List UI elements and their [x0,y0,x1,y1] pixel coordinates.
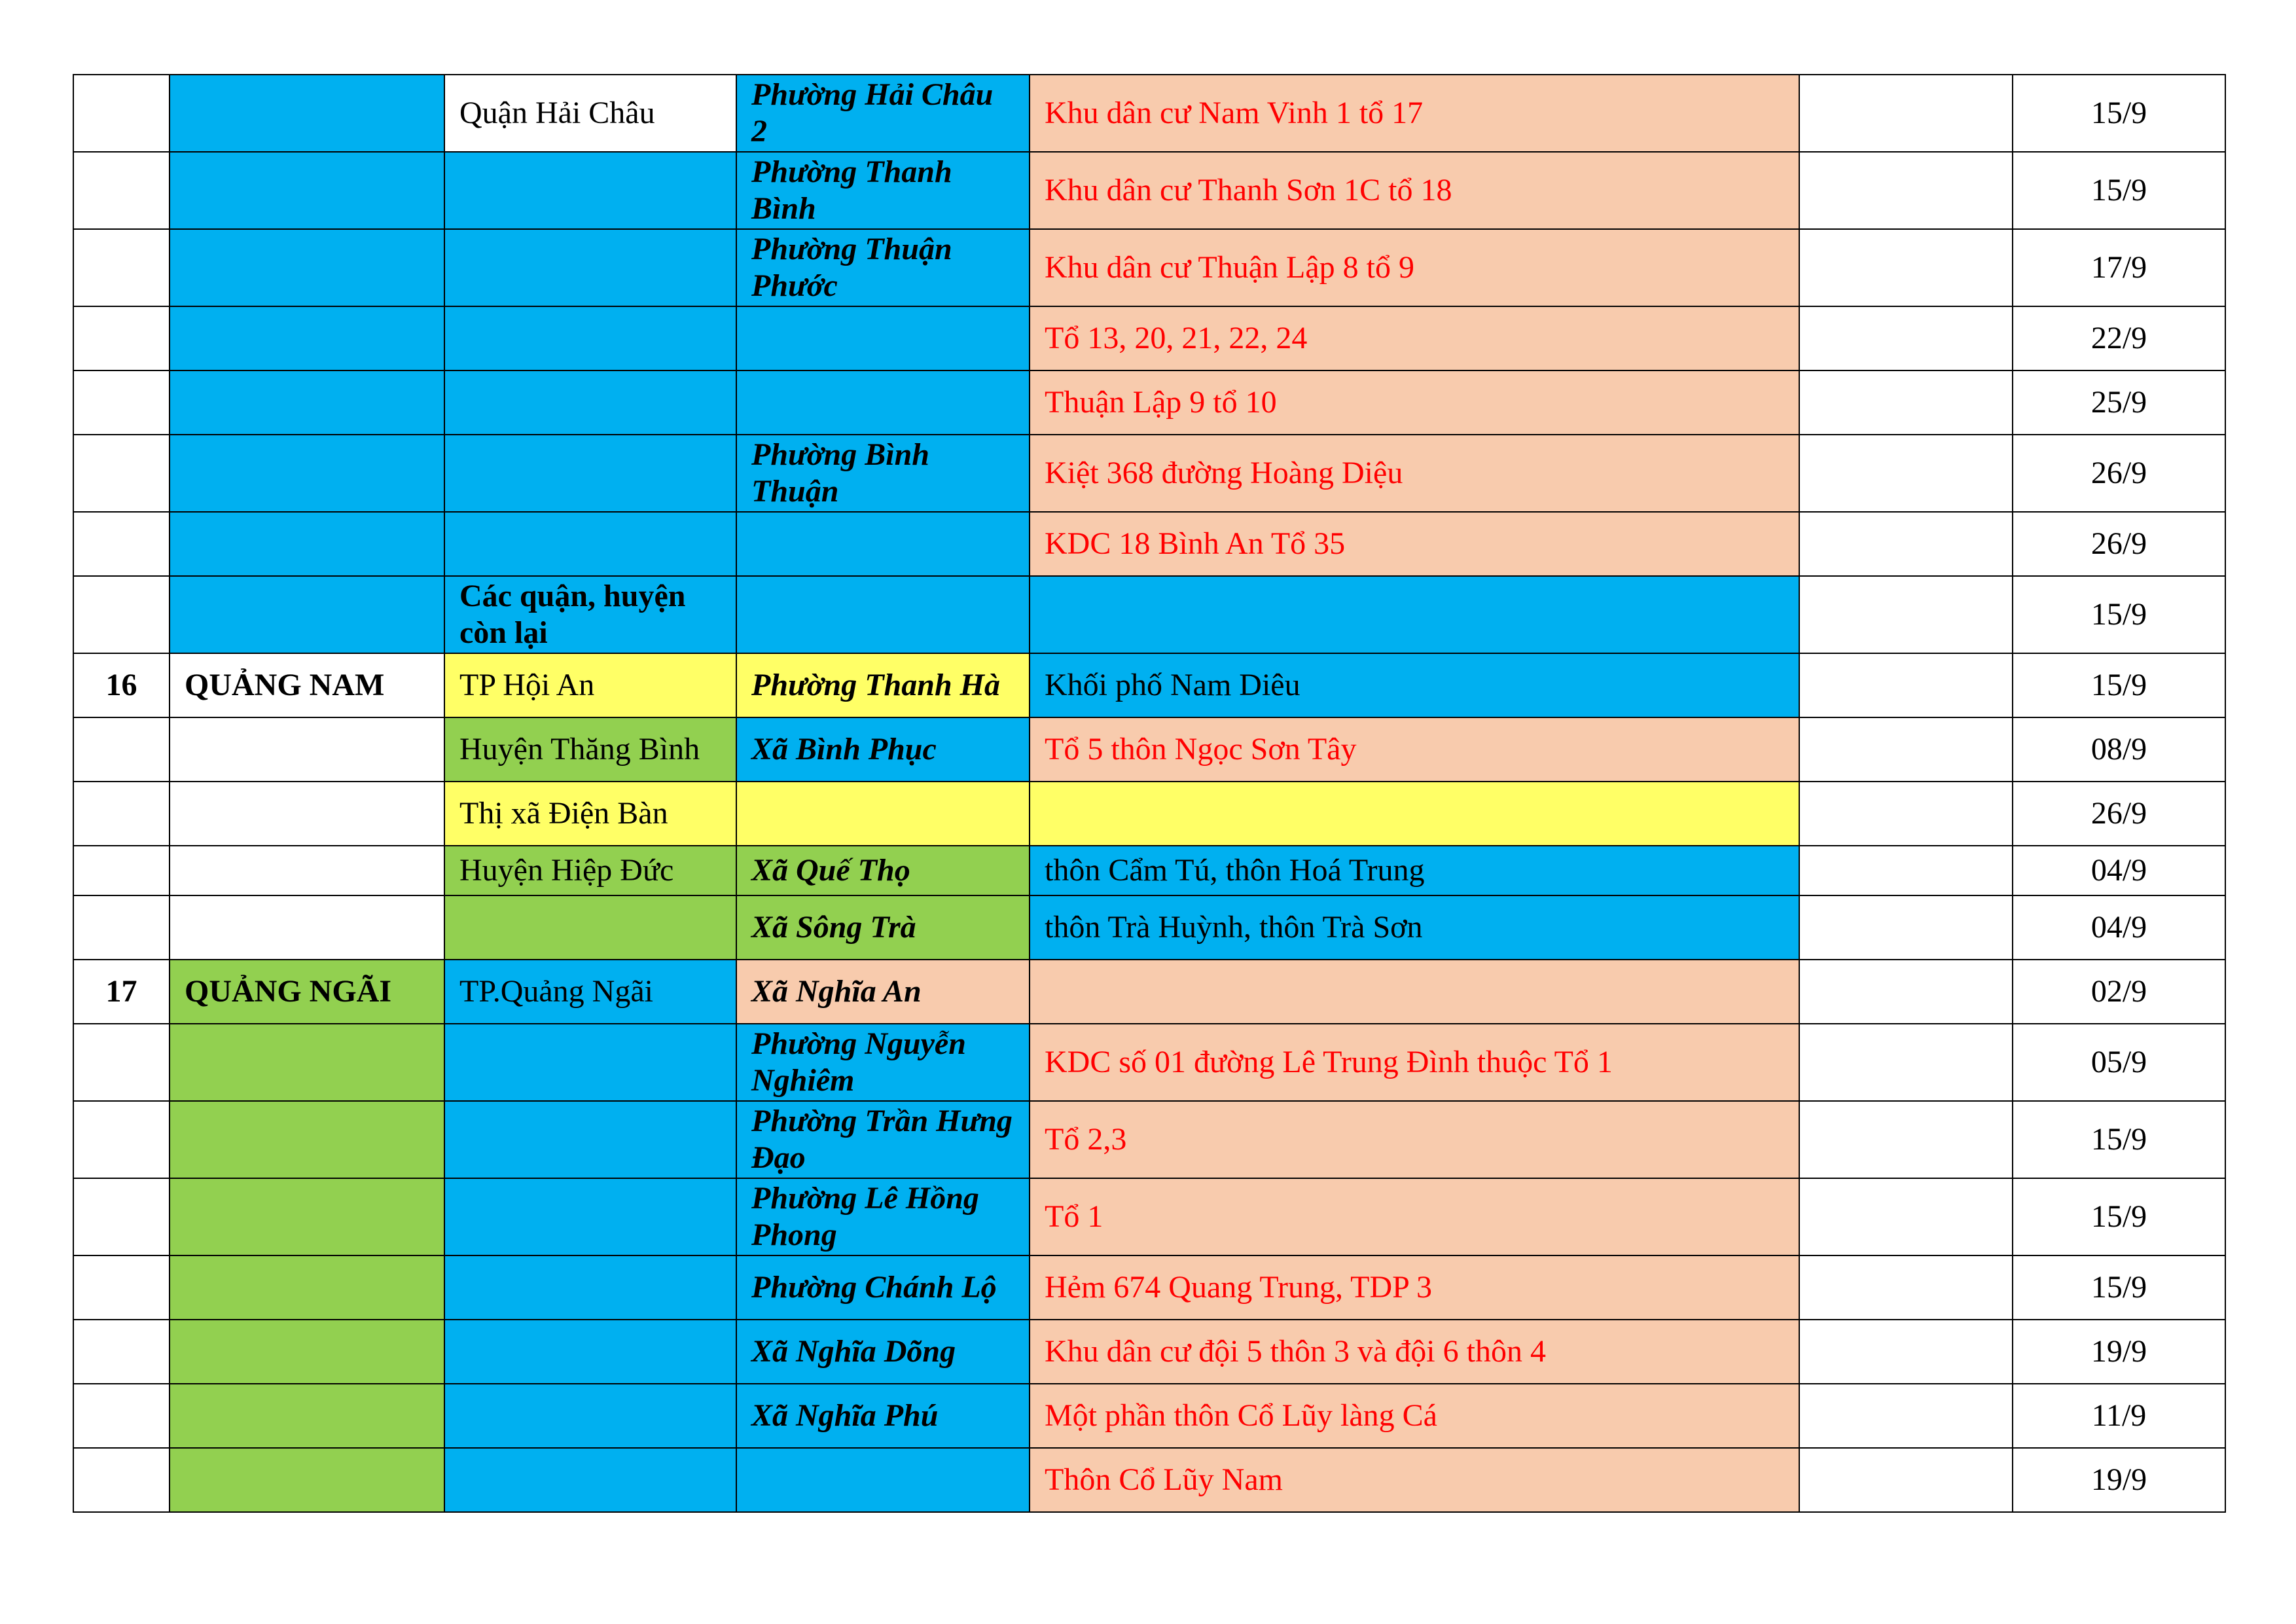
area-cell: Thôn Cổ Lũy Nam [1030,1448,1799,1512]
stt-cell [73,1101,170,1178]
extra-cell [1799,1448,2013,1512]
extra-cell [1799,229,2013,306]
province-cell: QUẢNG NGÃI [170,960,444,1024]
stt-cell [73,152,170,229]
table-row [73,1320,2225,1384]
district-cell [444,1024,736,1101]
province-cell [170,1384,444,1448]
table-row [73,435,2225,512]
province-cell [170,435,444,512]
stt-cell [73,846,170,895]
province-cell: QUẢNG NAM [170,653,444,717]
province-cell [170,229,444,306]
date-cell: 15/9 [2013,1255,2225,1320]
table-row [73,229,2225,306]
extra-cell [1799,306,2013,370]
date-cell: 26/9 [2013,782,2225,846]
date-cell: 19/9 [2013,1320,2225,1384]
province-cell [170,1320,444,1384]
province-cell [170,1255,444,1320]
area-cell: Khu dân cư đội 5 thôn 3 và đội 6 thôn 4 [1030,1320,1799,1384]
date-cell: 15/9 [2013,75,2225,152]
table-row [73,717,2225,782]
stt-cell [73,435,170,512]
stt-cell [73,512,170,576]
ward-cell: Phường Nguyễn Nghiêm [736,1024,1030,1101]
ward-cell: Phường Chánh Lộ [736,1255,1030,1320]
stt-cell [73,306,170,370]
province-cell [170,152,444,229]
date-cell: 26/9 [2013,512,2225,576]
extra-cell [1799,370,2013,435]
extra-cell [1799,435,2013,512]
area-cell: KDC số 01 đường Lê Trung Đình thuộc Tổ 1 [1030,1024,1799,1101]
ward-cell [736,1448,1030,1512]
stt-cell [73,1024,170,1101]
district-cell: Huyện Hiệp Đức [444,846,736,895]
extra-cell [1799,512,2013,576]
table-row [73,960,2225,1024]
stt-cell [73,895,170,960]
district-cell: Thị xã Điện Bàn [444,782,736,846]
date-cell: 22/9 [2013,306,2225,370]
province-cell [170,1024,444,1101]
area-cell: Khối phố Nam Diêu [1030,653,1799,717]
ward-cell: Xã Nghĩa Dõng [736,1320,1030,1384]
stt-cell [73,1384,170,1448]
district-cell [444,370,736,435]
table-row [73,370,2225,435]
date-cell: 15/9 [2013,653,2225,717]
extra-cell [1799,846,2013,895]
district-cell [444,152,736,229]
ward-cell [736,512,1030,576]
district-cell: Quận Hải Châu [444,75,736,152]
area-cell: Tổ 2,3 [1030,1101,1799,1178]
date-cell: 08/9 [2013,717,2225,782]
extra-cell [1799,1101,2013,1178]
ward-cell: Xã Sông Trà [736,895,1030,960]
area-cell: KDC 18 Bình An Tổ 35 [1030,512,1799,576]
date-cell: 05/9 [2013,1024,2225,1101]
ward-cell [736,306,1030,370]
date-cell: 19/9 [2013,1448,2225,1512]
ward-cell: Phường Lê Hồng Phong [736,1178,1030,1255]
area-cell: Một phần thôn Cổ Lũy làng Cá [1030,1384,1799,1448]
ward-cell: Xã Nghĩa An [736,960,1030,1024]
province-cell [170,75,444,152]
area-cell: Tổ 1 [1030,1178,1799,1255]
area-cell: Tổ 13, 20, 21, 22, 24 [1030,306,1799,370]
district-cell: Huyện Thăng Bình [444,717,736,782]
table-row [73,1178,2225,1255]
stt-cell [73,370,170,435]
lockdown-areas-table [73,74,2226,1513]
area-cell: Hẻm 674 Quang Trung, TDP 3 [1030,1255,1799,1320]
table-row [73,846,2225,895]
district-cell [444,1178,736,1255]
district-cell [444,1320,736,1384]
stt-cell [73,1320,170,1384]
stt-cell [73,1255,170,1320]
table-row [73,1101,2225,1178]
table-row [73,782,2225,846]
extra-cell [1799,1024,2013,1101]
area-cell [1030,960,1799,1024]
extra-cell [1799,152,2013,229]
ward-cell: Xã Nghĩa Phú [736,1384,1030,1448]
stt-cell [73,782,170,846]
extra-cell [1799,960,2013,1024]
extra-cell [1799,717,2013,782]
stt-cell [73,229,170,306]
table-row [73,152,2225,229]
extra-cell [1799,1178,2013,1255]
table-row [73,576,2225,653]
date-cell: 15/9 [2013,576,2225,653]
area-cell [1030,782,1799,846]
table-row [73,512,2225,576]
province-cell [170,717,444,782]
area-cell: Khu dân cư Thuận Lập 8 tổ 9 [1030,229,1799,306]
province-cell [170,306,444,370]
table-row [73,1024,2225,1101]
extra-cell [1799,895,2013,960]
date-cell: 25/9 [2013,370,2225,435]
table-row [73,1448,2225,1512]
province-cell [170,576,444,653]
stt-cell: 16 [73,653,170,717]
area-cell: Kiệt 368 đường Hoàng Diệu [1030,435,1799,512]
district-cell [444,229,736,306]
area-cell: thôn Cẩm Tú, thôn Hoá Trung [1030,846,1799,895]
ward-cell: Phường Thuận Phước [736,229,1030,306]
district-cell [444,1384,736,1448]
stt-cell [73,1448,170,1512]
stt-cell [73,576,170,653]
district-cell [444,435,736,512]
area-cell [1030,576,1799,653]
ward-cell: Phường Trần Hưng Đạo [736,1101,1030,1178]
stt-cell [73,75,170,152]
table-row [73,1255,2225,1320]
area-cell: Thuận Lập 9 tổ 10 [1030,370,1799,435]
district-cell [444,1255,736,1320]
area-cell: thôn Trà Huỳnh, thôn Trà Sơn [1030,895,1799,960]
stt-cell: 17 [73,960,170,1024]
table-row [73,653,2225,717]
district-cell [444,895,736,960]
district-cell [444,306,736,370]
province-cell [170,370,444,435]
area-cell: Khu dân cư Nam Vinh 1 tổ 17 [1030,75,1799,152]
district-cell [444,512,736,576]
date-cell: 26/9 [2013,435,2225,512]
table-row [73,306,2225,370]
ward-cell [736,782,1030,846]
province-cell [170,512,444,576]
province-cell [170,1178,444,1255]
district-cell: TP.Quảng Ngãi [444,960,736,1024]
stt-cell [73,717,170,782]
extra-cell [1799,782,2013,846]
date-cell: 15/9 [2013,152,2225,229]
date-cell: 11/9 [2013,1384,2225,1448]
extra-cell [1799,653,2013,717]
table-row [73,75,2225,152]
extra-cell [1799,576,2013,653]
ward-cell [736,370,1030,435]
date-cell: 17/9 [2013,229,2225,306]
district-cell [444,1448,736,1512]
extra-cell [1799,1320,2013,1384]
area-cell: Khu dân cư Thanh Sơn 1C tổ 18 [1030,152,1799,229]
date-cell: 15/9 [2013,1101,2225,1178]
district-cell [444,1101,736,1178]
extra-cell [1799,1255,2013,1320]
ward-cell [736,576,1030,653]
province-cell [170,1101,444,1178]
ward-cell: Phường Bình Thuận [736,435,1030,512]
ward-cell: Phường Thanh Hà [736,653,1030,717]
extra-cell [1799,75,2013,152]
district-cell: TP Hội An [444,653,736,717]
ward-cell: Xã Bình Phục [736,717,1030,782]
district-cell: Các quận, huyện còn lại [444,576,736,653]
date-cell: 04/9 [2013,895,2225,960]
province-cell [170,895,444,960]
ward-cell: Phường Thanh Bình [736,152,1030,229]
date-cell: 04/9 [2013,846,2225,895]
extra-cell [1799,1384,2013,1448]
stt-cell [73,1178,170,1255]
date-cell: 02/9 [2013,960,2225,1024]
province-cell [170,1448,444,1512]
area-cell: Tổ 5 thôn Ngọc Sơn Tây [1030,717,1799,782]
table-row [73,895,2225,960]
table-row [73,1384,2225,1448]
province-cell [170,782,444,846]
ward-cell: Phường Hải Châu 2 [736,75,1030,152]
ward-cell: Xã Quế Thọ [736,846,1030,895]
date-cell: 15/9 [2013,1178,2225,1255]
province-cell [170,846,444,895]
